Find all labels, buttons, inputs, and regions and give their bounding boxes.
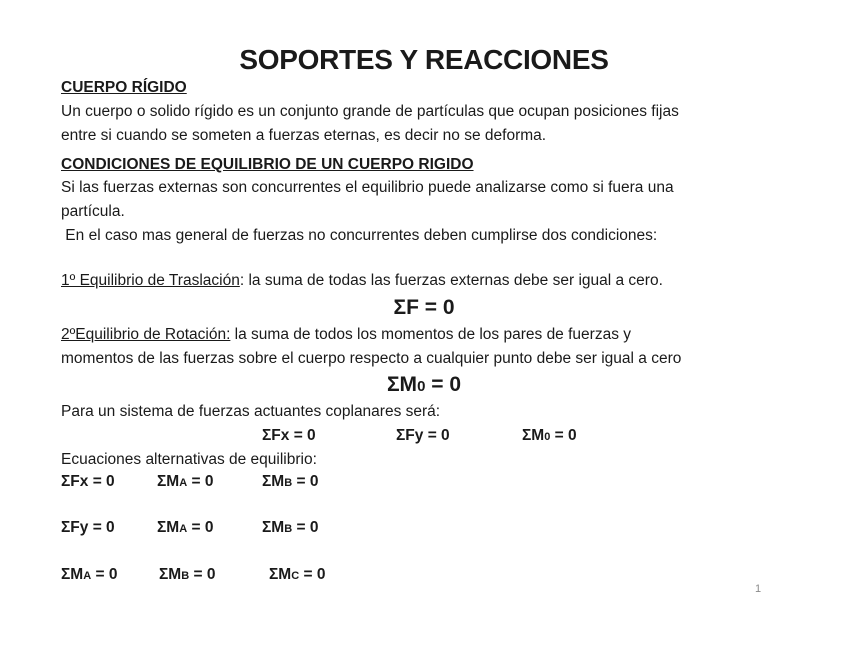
eq-rest: = 0 <box>189 566 216 583</box>
eq-main: ΣM <box>262 473 285 490</box>
section-heading-cuerpo-rigido: CUERPO RÍGIDO <box>61 79 187 96</box>
alt-row2-eq-c <box>262 519 318 537</box>
eq-rest: = 0 <box>187 473 214 490</box>
paragraph-line: entre si cuando se someten a fuerzas eternas, es decir no se deforma. <box>61 127 547 144</box>
alt-row2-eq-b <box>157 519 213 537</box>
slide-title: SOPORTES Y REACCIONES <box>239 44 609 75</box>
eq-rest: = 0 <box>187 519 214 536</box>
condition-1-label: 1º Equilibrio de Traslación <box>61 272 240 289</box>
eq-rest: = 0 <box>292 519 319 536</box>
eq-subscript: B <box>284 523 293 535</box>
eq-main: ΣM <box>157 519 180 536</box>
eq-rest: = 0 <box>550 427 577 444</box>
eq-subscript: A <box>83 570 92 582</box>
alt-row3-eq-b <box>159 566 215 584</box>
alt-row1-eq-b <box>157 473 213 491</box>
formula-sum-forces: ΣF = 0 <box>393 296 455 319</box>
eq-rest: = 0 <box>292 473 319 490</box>
condition-1 <box>61 272 663 290</box>
eq-subscript: A <box>179 477 188 489</box>
eq-subscript: B <box>181 570 190 582</box>
alt-row1-eq-a: ΣFx = 0 <box>61 473 115 490</box>
alt-row1-eq-c <box>262 473 318 491</box>
coplanar-intro: Para un sistema de fuerzas actuantes coplanares será: <box>61 403 441 420</box>
eq-main: ΣM <box>522 427 545 444</box>
formula-main: ΣM <box>386 373 418 396</box>
equation-sum-fx: ΣFx = 0 <box>262 427 316 444</box>
eq-subscript: 0 <box>544 431 551 443</box>
formula-rest: = 0 <box>425 373 462 396</box>
alt-row2-eq-a: ΣFy = 0 <box>61 519 115 536</box>
alternatives-intro: Ecuaciones alternativas de equilibrio: <box>61 451 317 468</box>
condition-2-label: 2ºEquilibrio de Rotación: <box>61 326 231 343</box>
paragraph-line: Si las fuerzas externas son concurrentes el equilibrio puede analizarse como si fuera una <box>61 179 674 196</box>
formula-subscript: 0 <box>417 378 426 395</box>
condition-2-text: la suma de todos los momentos de los pares de fuerzas y <box>230 326 631 343</box>
eq-main: ΣM <box>61 566 84 583</box>
section-heading-condiciones: CONDICIONES DE EQUILIBRIO DE UN CUERPO RIGIDO <box>61 156 474 173</box>
equation-sum-fy: ΣFy = 0 <box>396 427 450 444</box>
eq-rest: = 0 <box>91 566 118 583</box>
alt-row3-eq-a <box>61 566 117 584</box>
eq-main: ΣM <box>159 566 182 583</box>
eq-subscript: B <box>284 477 293 489</box>
condition-2 <box>61 326 631 344</box>
eq-main: ΣM <box>262 519 285 536</box>
eq-rest: = 0 <box>299 566 326 583</box>
paragraph-line: partícula. <box>61 203 125 220</box>
eq-main: ΣM <box>157 473 180 490</box>
paragraph-line: Un cuerpo o solido rígido es un conjunto grande de partículas que ocupan posiciones fijas <box>61 103 679 120</box>
paragraph-line: momentos de las fuerzas sobre el cuerpo respecto a cualquier punto debe ser igual a cero <box>61 350 682 367</box>
condition-1-text: : la suma de todas las fuerzas externas debe ser igual a cero. <box>239 272 663 289</box>
eq-main: ΣM <box>269 566 292 583</box>
page-number: 1 <box>755 583 762 595</box>
formula-sum-moments <box>0 373 848 397</box>
alt-row3-eq-c <box>269 566 325 584</box>
eq-subscript: A <box>179 523 188 535</box>
paragraph-line: En el caso mas general de fuerzas no concurrentes deben cumplirse dos condiciones: <box>61 227 658 244</box>
equation-sum-m0 <box>522 427 577 445</box>
eq-subscript: C <box>291 570 300 582</box>
